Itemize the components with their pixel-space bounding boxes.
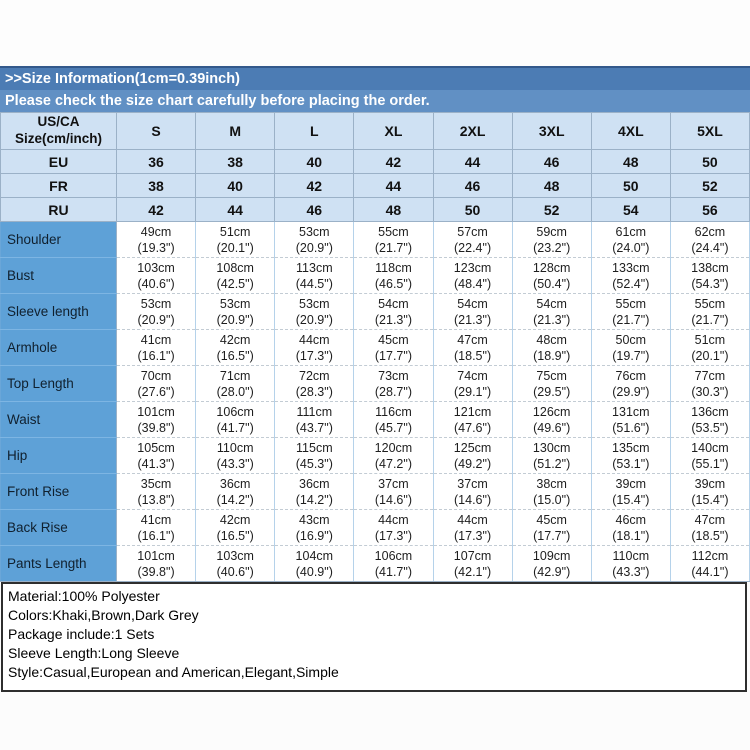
conversion-cell: 52 bbox=[512, 198, 591, 222]
measurement-cell: 61cm (24.0") bbox=[591, 222, 670, 258]
measurement-cell: 115cm (45.3") bbox=[275, 438, 354, 474]
conversion-cell: 48 bbox=[512, 174, 591, 198]
measurement-cell: 45cm (17.7") bbox=[512, 510, 591, 546]
row-label: Back Rise bbox=[1, 510, 117, 546]
measurement-cell: 101cm (39.8") bbox=[117, 402, 196, 438]
measurement-cell: 112cm (44.1") bbox=[670, 546, 749, 582]
measurement-cell: 47cm (18.5") bbox=[433, 330, 512, 366]
row-label: Waist bbox=[1, 402, 117, 438]
measurement-cell: 71cm (28.0") bbox=[196, 366, 275, 402]
measurement-cell: 72cm (28.3") bbox=[275, 366, 354, 402]
conversion-row-eu bbox=[1, 150, 750, 174]
row-label: Sleeve length bbox=[1, 294, 117, 330]
size-column-header-s: S bbox=[117, 113, 196, 150]
row-label: Bust bbox=[1, 258, 117, 294]
conversion-cell: 44 bbox=[196, 198, 275, 222]
measurement-cell: 35cm (13.8") bbox=[117, 474, 196, 510]
corner-header-cell: US/CA Size(cm/inch) bbox=[1, 113, 117, 150]
measurement-cell: 138cm (54.3") bbox=[670, 258, 749, 294]
measurement-cell: 59cm (23.2") bbox=[512, 222, 591, 258]
measurement-cell: 110cm (43.3") bbox=[196, 438, 275, 474]
measurement-cell: 53cm (20.9") bbox=[196, 294, 275, 330]
measurement-cell: 39cm (15.4") bbox=[591, 474, 670, 510]
conversion-cell: 46 bbox=[433, 174, 512, 198]
conversion-cell: 46 bbox=[275, 198, 354, 222]
conversion-cell: 42 bbox=[117, 198, 196, 222]
detail-line: Package include:1 Sets bbox=[8, 626, 155, 642]
measurement-cell: 106cm (41.7") bbox=[354, 546, 433, 582]
measurement-cell: 123cm (48.4") bbox=[433, 258, 512, 294]
measurement-cell: 107cm (42.1") bbox=[433, 546, 512, 582]
conversion-cell: 42 bbox=[275, 174, 354, 198]
measurement-cell: 47cm (18.5") bbox=[670, 510, 749, 546]
row-label: Pants Length bbox=[1, 546, 117, 582]
product-details-box bbox=[1, 582, 747, 692]
measurement-cell: 42cm (16.5") bbox=[196, 510, 275, 546]
measurement-cell: 133cm (52.4") bbox=[591, 258, 670, 294]
row-label: Shoulder bbox=[1, 222, 117, 258]
measurement-cell: 41cm (16.1") bbox=[117, 330, 196, 366]
measurement-cell: 44cm (17.3") bbox=[433, 510, 512, 546]
conversion-cell: 54 bbox=[591, 198, 670, 222]
measurement-cell: 121cm (47.6") bbox=[433, 402, 512, 438]
measurement-cell: 36cm (14.2") bbox=[196, 474, 275, 510]
measurement-cell: 125cm (49.2") bbox=[433, 438, 512, 474]
conversion-cell: 46 bbox=[512, 150, 591, 174]
measurement-cell: 108cm (42.5") bbox=[196, 258, 275, 294]
measurement-cell: 113cm (44.5") bbox=[275, 258, 354, 294]
size-column-header-l: L bbox=[275, 113, 354, 150]
measurement-cell: 103cm (40.6") bbox=[196, 546, 275, 582]
size-column-header-5xl: 5XL bbox=[670, 113, 749, 150]
measurement-cell: 106cm (41.7") bbox=[196, 402, 275, 438]
measurement-cell: 53cm (20.9") bbox=[117, 294, 196, 330]
measurement-cell: 41cm (16.1") bbox=[117, 510, 196, 546]
conversion-cell: 40 bbox=[275, 150, 354, 174]
measurement-cell: 73cm (28.7") bbox=[354, 366, 433, 402]
size-column-header-2xl: 2XL bbox=[433, 113, 512, 150]
measurement-cell: 57cm (22.4") bbox=[433, 222, 512, 258]
measurement-cell: 128cm (50.4") bbox=[512, 258, 591, 294]
conversion-cell: 36 bbox=[117, 150, 196, 174]
conversion-cell: 48 bbox=[591, 150, 670, 174]
measurement-cell: 51cm (20.1") bbox=[196, 222, 275, 258]
measurement-cell: 38cm (15.0") bbox=[512, 474, 591, 510]
measurement-cell: 70cm (27.6") bbox=[117, 366, 196, 402]
measurement-row-shoulder bbox=[1, 222, 750, 258]
row-label: Hip bbox=[1, 438, 117, 474]
measurement-row-pants-length bbox=[1, 546, 750, 582]
measurement-row-hip bbox=[1, 438, 750, 474]
measurement-cell: 120cm (47.2") bbox=[354, 438, 433, 474]
top-whitespace bbox=[0, 0, 750, 66]
row-label: Top Length bbox=[1, 366, 117, 402]
conversion-row-ru bbox=[1, 198, 750, 222]
measurement-cell: 55cm (21.7") bbox=[670, 294, 749, 330]
conversion-cell: 56 bbox=[670, 198, 749, 222]
conversion-cell: 38 bbox=[117, 174, 196, 198]
size-column-header-xl: XL bbox=[354, 113, 433, 150]
conversion-cell: 50 bbox=[670, 150, 749, 174]
measurement-cell: 55cm (21.7") bbox=[591, 294, 670, 330]
size-header-row bbox=[1, 113, 750, 150]
measurement-cell: 101cm (39.8") bbox=[117, 546, 196, 582]
row-label: Front Rise bbox=[1, 474, 117, 510]
measurement-cell: 104cm (40.9") bbox=[275, 546, 354, 582]
detail-line: Colors:Khaki,Brown,Dark Grey bbox=[8, 607, 199, 623]
measurement-cell: 39cm (15.4") bbox=[670, 474, 749, 510]
measurement-cell: 43cm (16.9") bbox=[275, 510, 354, 546]
measurement-cell: 116cm (45.7") bbox=[354, 402, 433, 438]
measurement-cell: 49cm (19.3") bbox=[117, 222, 196, 258]
measurement-cell: 36cm (14.2") bbox=[275, 474, 354, 510]
measurement-cell: 42cm (16.5") bbox=[196, 330, 275, 366]
measurement-row-armhole bbox=[1, 330, 750, 366]
measurement-cell: 131cm (51.6") bbox=[591, 402, 670, 438]
measurement-cell: 109cm (42.9") bbox=[512, 546, 591, 582]
measurement-cell: 44cm (17.3") bbox=[275, 330, 354, 366]
detail-line: Style:Casual,European and American,Elegant,Simple bbox=[8, 664, 339, 680]
conversion-cell: 50 bbox=[433, 198, 512, 222]
size-column-header-4xl: 4XL bbox=[591, 113, 670, 150]
measurement-cell: 54cm (21.3") bbox=[512, 294, 591, 330]
size-column-header-m: M bbox=[196, 113, 275, 150]
conversion-row-label: EU bbox=[1, 150, 117, 174]
measurement-cell: 118cm (46.5") bbox=[354, 258, 433, 294]
measurement-cell: 44cm (17.3") bbox=[354, 510, 433, 546]
measurement-cell: 74cm (29.1") bbox=[433, 366, 512, 402]
conversion-cell: 50 bbox=[591, 174, 670, 198]
conversion-cell: 42 bbox=[354, 150, 433, 174]
measurement-cell: 140cm (55.1") bbox=[670, 438, 749, 474]
measurement-row-sleeve-length bbox=[1, 294, 750, 330]
conversion-cell: 44 bbox=[354, 174, 433, 198]
measurement-row-waist bbox=[1, 402, 750, 438]
conversion-row-label: FR bbox=[1, 174, 117, 198]
conversion-row-label: RU bbox=[1, 198, 117, 222]
conversion-cell: 38 bbox=[196, 150, 275, 174]
measurement-cell: 46cm (18.1") bbox=[591, 510, 670, 546]
measurement-cell: 103cm (40.6") bbox=[117, 258, 196, 294]
measurement-row-top-length bbox=[1, 366, 750, 402]
measurement-cell: 48cm (18.9") bbox=[512, 330, 591, 366]
measurement-cell: 105cm (41.3") bbox=[117, 438, 196, 474]
banner-subtitle: Please check the size chart carefully before placing the order. bbox=[0, 90, 750, 112]
row-label: Armhole bbox=[1, 330, 117, 366]
measurement-cell: 75cm (29.5") bbox=[512, 366, 591, 402]
measurement-cell: 111cm (43.7") bbox=[275, 402, 354, 438]
measurement-cell: 110cm (43.3") bbox=[591, 546, 670, 582]
conversion-cell: 40 bbox=[196, 174, 275, 198]
measurement-cell: 50cm (19.7") bbox=[591, 330, 670, 366]
measurement-row-bust bbox=[1, 258, 750, 294]
measurement-row-back-rise bbox=[1, 510, 750, 546]
measurement-cell: 136cm (53.5") bbox=[670, 402, 749, 438]
measurement-cell: 135cm (53.1") bbox=[591, 438, 670, 474]
size-column-header-3xl: 3XL bbox=[512, 113, 591, 150]
measurement-row-front-rise bbox=[1, 474, 750, 510]
measurement-cell: 76cm (29.9") bbox=[591, 366, 670, 402]
measurement-cell: 45cm (17.7") bbox=[354, 330, 433, 366]
conversion-row-fr bbox=[1, 174, 750, 198]
banner-title: >>Size Information(1cm=0.39inch) bbox=[0, 66, 750, 90]
measurement-cell: 77cm (30.3") bbox=[670, 366, 749, 402]
detail-line: Sleeve Length:Long Sleeve bbox=[8, 645, 180, 661]
measurement-cell: 54cm (21.3") bbox=[433, 294, 512, 330]
measurement-cell: 37cm (14.6") bbox=[354, 474, 433, 510]
size-chart-table bbox=[0, 112, 750, 582]
conversion-cell: 48 bbox=[354, 198, 433, 222]
conversion-cell: 44 bbox=[433, 150, 512, 174]
measurement-cell: 37cm (14.6") bbox=[433, 474, 512, 510]
measurement-cell: 126cm (49.6") bbox=[512, 402, 591, 438]
detail-line: Material:100% Polyester bbox=[8, 588, 160, 604]
measurement-cell: 55cm (21.7") bbox=[354, 222, 433, 258]
measurement-cell: 53cm (20.9") bbox=[275, 294, 354, 330]
conversion-cell: 52 bbox=[670, 174, 749, 198]
measurement-cell: 62cm (24.4") bbox=[670, 222, 749, 258]
measurement-cell: 53cm (20.9") bbox=[275, 222, 354, 258]
measurement-cell: 130cm (51.2") bbox=[512, 438, 591, 474]
size-info-banner bbox=[0, 66, 750, 112]
measurement-cell: 54cm (21.3") bbox=[354, 294, 433, 330]
measurement-cell: 51cm (20.1") bbox=[670, 330, 749, 366]
